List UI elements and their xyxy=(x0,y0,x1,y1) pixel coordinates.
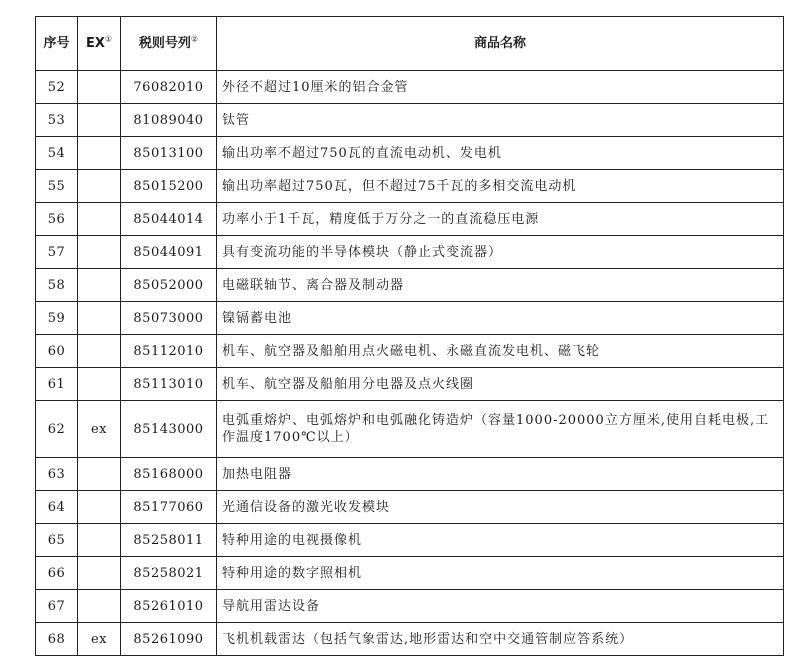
cell-seq: 61 xyxy=(36,368,78,401)
table-row xyxy=(36,557,784,590)
cell-code: 85258011 xyxy=(121,524,217,557)
cell-seq: 58 xyxy=(36,269,78,302)
table-row xyxy=(36,458,784,491)
cell-name: 机车、航空器及船舶用点火磁电机、永磁直流发电机、磁飞轮 xyxy=(217,335,784,368)
cell-seq: 54 xyxy=(36,137,78,170)
cell-ex xyxy=(78,557,121,590)
cell-code: 76082010 xyxy=(121,71,217,104)
cell-seq: 53 xyxy=(36,104,78,137)
cell-seq: 63 xyxy=(36,458,78,491)
cell-seq: 67 xyxy=(36,590,78,623)
cell-seq: 64 xyxy=(36,491,78,524)
cell-seq: 65 xyxy=(36,524,78,557)
cell-name: 外径不超过10厘米的铝合金管 xyxy=(217,71,784,104)
cell-name: 镍镉蓄电池 xyxy=(217,302,784,335)
cell-seq: 56 xyxy=(36,203,78,236)
cell-code: 85013100 xyxy=(121,137,217,170)
cell-code: 85113010 xyxy=(121,368,217,401)
cell-seq: 62 xyxy=(36,401,78,458)
cell-name: 输出功率不超过750瓦的直流电动机、发电机 xyxy=(217,137,784,170)
cell-code: 85261010 xyxy=(121,590,217,623)
cell-name: 光通信设备的激光收发模块 xyxy=(217,491,784,524)
table-row xyxy=(36,170,784,203)
table-row xyxy=(36,401,784,458)
cell-code: 85015200 xyxy=(121,170,217,203)
cell-seq: 57 xyxy=(36,236,78,269)
cell-ex xyxy=(78,302,121,335)
cell-code: 85073000 xyxy=(121,302,217,335)
cell-code: 85258021 xyxy=(121,557,217,590)
table-header-row xyxy=(36,17,784,71)
cell-seq: 52 xyxy=(36,71,78,104)
cell-seq: 59 xyxy=(36,302,78,335)
header-code xyxy=(121,17,217,71)
cell-ex xyxy=(78,269,121,302)
header-ex-footnote-mark: ① xyxy=(104,34,113,44)
cell-code: 85177060 xyxy=(121,491,217,524)
cell-ex xyxy=(78,335,121,368)
table-row xyxy=(36,71,784,104)
cell-name: 加热电阻器 xyxy=(217,458,784,491)
table-row xyxy=(36,236,784,269)
cell-ex: ex xyxy=(78,623,121,656)
cell-ex xyxy=(78,170,121,203)
header-seq-label: 序号 xyxy=(43,36,70,51)
cell-name: 机车、航空器及船舶用分电器及点火线圈 xyxy=(217,368,784,401)
table-row xyxy=(36,137,784,170)
cell-ex xyxy=(78,458,121,491)
cell-ex: ex xyxy=(78,401,121,458)
header-code-footnote-mark: ② xyxy=(190,34,199,44)
cell-name: 特种用途的电视摄像机 xyxy=(217,524,784,557)
cell-seq: 68 xyxy=(36,623,78,656)
cell-ex xyxy=(78,590,121,623)
table-row xyxy=(36,491,784,524)
cell-seq: 60 xyxy=(36,335,78,368)
table-row xyxy=(36,623,784,656)
cell-ex xyxy=(78,236,121,269)
cell-ex xyxy=(78,71,121,104)
cell-seq: 55 xyxy=(36,170,78,203)
table-row xyxy=(36,590,784,623)
cell-code: 85261090 xyxy=(121,623,217,656)
cell-ex xyxy=(78,137,121,170)
table-row xyxy=(36,203,784,236)
cell-ex xyxy=(78,368,121,401)
cell-code: 85143000 xyxy=(121,401,217,458)
table-row xyxy=(36,302,784,335)
cell-name: 功率小于1千瓦，精度低于万分之一的直流稳压电源 xyxy=(217,203,784,236)
cell-name: 电弧重熔炉、电弧熔炉和电弧融化铸造炉（容量1000-20000立方厘米,使用自耗电极,工作温度1700℃以上） xyxy=(217,401,784,458)
cell-name: 导航用雷达设备 xyxy=(217,590,784,623)
cell-name: 特种用途的数字照相机 xyxy=(217,557,784,590)
table-row xyxy=(36,368,784,401)
cell-code: 85168000 xyxy=(121,458,217,491)
cell-code: 85044014 xyxy=(121,203,217,236)
table-body xyxy=(36,71,784,656)
header-ex xyxy=(78,17,121,71)
goods-table xyxy=(35,16,784,656)
cell-name: 具有变流功能的半导体模块（静止式变流器） xyxy=(217,236,784,269)
cell-ex xyxy=(78,491,121,524)
cell-name: 电磁联轴节、离合器及制动器 xyxy=(217,269,784,302)
table-row xyxy=(36,335,784,368)
cell-code: 85052000 xyxy=(121,269,217,302)
table-row xyxy=(36,524,784,557)
cell-ex xyxy=(78,203,121,236)
table-row xyxy=(36,104,784,137)
header-seq xyxy=(36,17,78,71)
header-ex-label: EX xyxy=(85,36,105,51)
cell-ex xyxy=(78,104,121,137)
cell-ex xyxy=(78,524,121,557)
header-name xyxy=(217,17,784,71)
cell-code: 85112010 xyxy=(121,335,217,368)
header-code-label: 税则号列 xyxy=(138,36,191,51)
cell-name: 钛管 xyxy=(217,104,784,137)
cell-name: 飞机机载雷达（包括气象雷达,地形雷达和空中交通管制应答系统） xyxy=(217,623,784,656)
cell-seq: 66 xyxy=(36,557,78,590)
cell-code: 85044091 xyxy=(121,236,217,269)
table-row xyxy=(36,269,784,302)
header-name-label: 商品名称 xyxy=(473,36,526,51)
cell-code: 81089040 xyxy=(121,104,217,137)
cell-name: 输出功率超过750瓦，但不超过75千瓦的多相交流电动机 xyxy=(217,170,784,203)
